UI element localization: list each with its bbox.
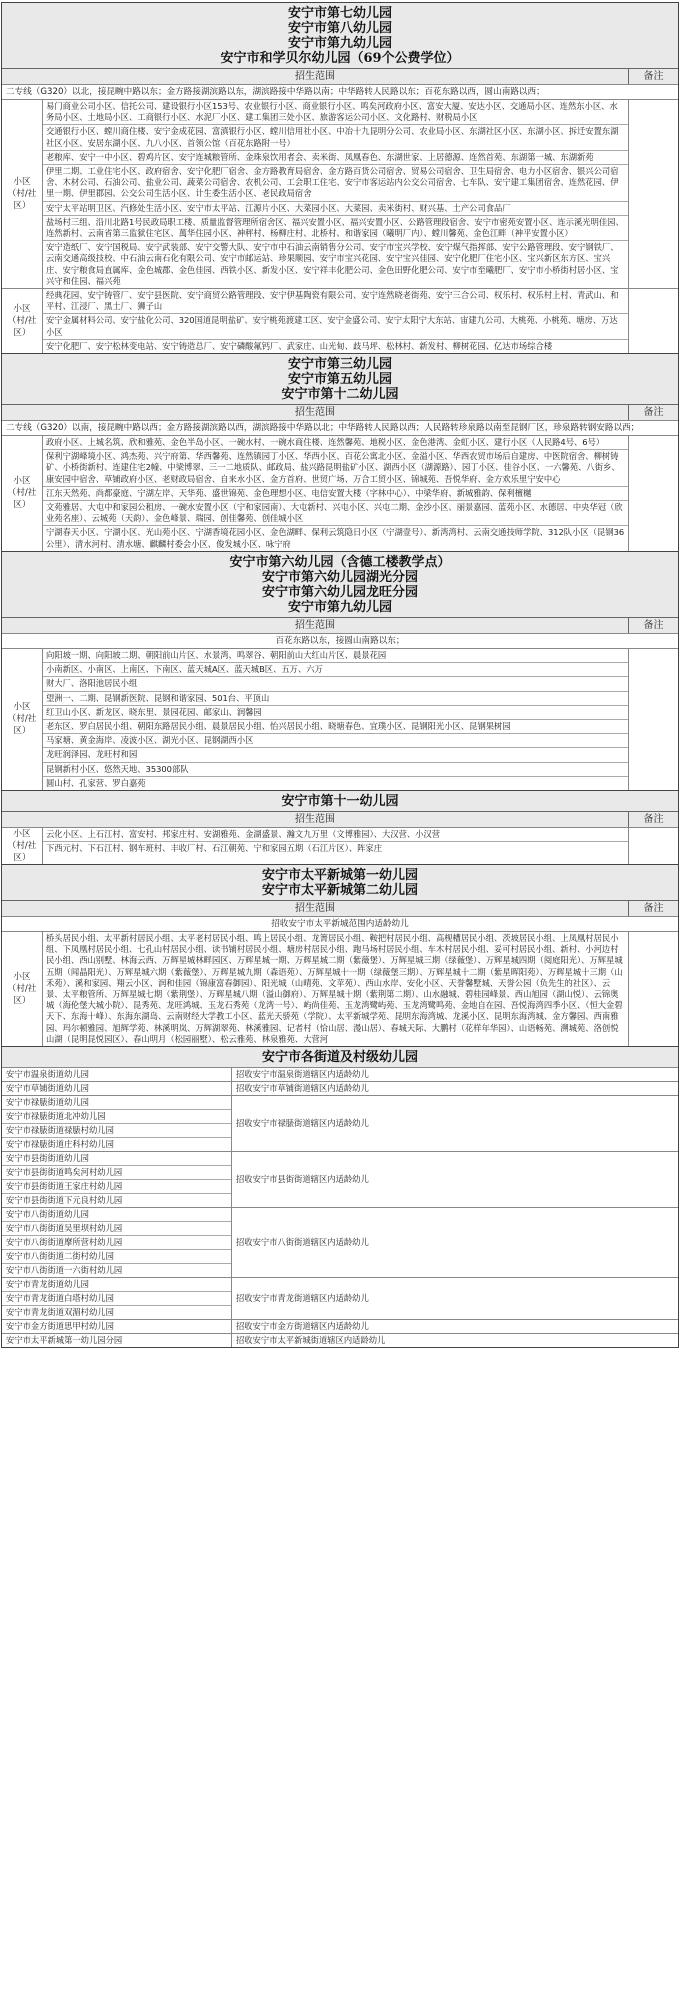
kindergarten-name: 安宁市太平新城第二幼儿园 (261, 882, 418, 898)
community-list: 财大厂、洛阳池居民小组 (43, 676, 628, 690)
kindergarten-name: 安宁市第六幼儿园湖光分园 (261, 569, 418, 585)
community-label: 小区（村/社区） (2, 828, 43, 864)
kindergarten-names (2, 791, 678, 811)
kindergarten-names (2, 354, 678, 404)
admission-scope: 招收安宁市八街街道辖区内适龄幼儿 (236, 1237, 369, 1248)
boundary-description: 二专线（G320）以北，接昆畹中路以东；金方路接湖滨路以东，湖滨路接中华路以南；中华路转人民路以东；百花东路以西，圆山南路以西； (2, 84, 678, 99)
community-label: 小区（村/社区） (2, 436, 43, 551)
community-list: 下西元村、下石江村、钢车班村、丰收厂村、石江朝苑、宁和家园五期（石江片区）、阵家庄 (43, 841, 628, 855)
admission-scope: 招收安宁市禄脿街道辖区内适龄幼儿 (236, 1118, 369, 1129)
header-admission-range: 招生范围 (295, 407, 335, 419)
kindergarten-name: 安宁市八街街道幼儿园 (6, 1208, 89, 1219)
kindergarten-name: 安宁市禄脿街道庄科村幼儿园 (2, 1137, 231, 1151)
header-note: 备注 (628, 812, 678, 827)
community-list: 易门商业公司小区、信托公司、建设银行小区153号、农业银行小区、商业银行小区、鸣矣河政府小区、富安大厦、安达小区、交通局小区、连然东小区、水务局小区、土地局小区、工商银行小区、水泥厂小区、建工集团三处小区、旅游客运公司小区、文化路村、财税局小区 (46, 101, 618, 123)
community-list: 伊里二期、工业住宅小区、政府宿舍、安宁化肥厂宿舍、金方路教育局宿舍、金方路百货公司宿舍、贸易公司宿舍、卫生局宿舍、电力小区宿舍、银兴公司宿舍、木材公司、石油公司、盐业公司、蔬菜公司宿舍、农机公司、工会职工住宅、安宁市客运站内公交公司宿舍、七车队、安宁建工集团宿舍、连然花园、伊里一期、伊里郡园、公交公司生活小区、计生委生活小区、老民政局宿舍 (43, 164, 628, 201)
kindergarten-name: 安宁市第五幼儿园 (287, 372, 392, 388)
kindergarten-name: 安宁市和学贝尔幼儿园（69个公费学位） (220, 51, 460, 66)
kindergarten-name: 安宁市青龙街道幼儿园 (6, 1278, 89, 1289)
kindergarten-name: 安宁市太平新城第一幼儿园分园 (6, 1334, 123, 1345)
table-header (2, 617, 678, 633)
community-list: 桥头居民小组、太平新村居民小组、太平老村居民小组、鸣上居民小组、龙箐居民小组、鞍把村居民小组、高枧槽居民小组、茨坡居民小组、上凤凰村居民小组、下凤凰村居民小组、七孔山村居民小组、读书铺村居民小组、塘房村居民小组、跑马场村居民小组、车木村居民小组、妥可村居民小组、新村、小河边村民小组、西山别墅、林海云西、万辉星城林畔园区、万辉星城一期、万辉星城二期（紫薇堡）、万辉星城三期（绿薇堡）、万辉星城四期（阅庭阳光）、万辉星城五期（闻晶阳光）、万辉星城六期（紫薇堡）、万辉星城九期（森语苑）、万辉星城十一期（绿薇堡三期）、万辉星城十二期（紫星晖阳苑）、万辉星城十三期（山禾苑）、溪和家园、翔云小区、润和佳园（锦康富春御园）、阳光城（山晴苑、文苹苑）、西山水岸、安化小区、天誉馨墅城、天誉公园（负先生的社区）、云景、太平粮管所、万辉星城七期（紫荆堡）、万辉星城八期（溢山御府）、万辉星城十期（紫荆第二期）、山水融城、碧桂园峰景、西山旭园（湖山悦）、云锦奥城（海伦堡大城小院）、昆秀苑、龙旺鸿城、玉龙石秀苑（龙湾一号）、屿尚佳苑、玉龙湾鹭屿苑、玉龙湾鹭鸣苑、金地自在园、吾悦海湾四季小区、（恒大金碧天下、东海十峰）、东海东湖岛、云南财经大学教工小区、蓝光天骄苑（学院）、太平新城学苑、昆明东海湾城、龙溪小区、昆明东海湾城、金方馨园、西南雅园、玛尔顿雅园、旭辉学苑、林溪明岚、万辉湖翠苑、林溪雅园、记者村（恰山居、漫山居）、春城天际、大鹏村（花样年华园）、山语畅苑、溯城苑、洛创悦山湖（昆明昆悦园区）、春山明月（松园丽墅）、松云雅苑、林泉雅苑、大营河 (46, 932, 623, 1044)
street-row (2, 1319, 678, 1333)
header-note: 备注 (628, 69, 678, 84)
kindergarten-name: 安宁市第十一幼儿园 (281, 793, 399, 809)
kindergarten-name: 安宁市草铺街道幼儿园 (6, 1082, 89, 1093)
community-label: 小区（村/社区） (2, 100, 43, 288)
community-block (2, 435, 678, 551)
street-row (2, 1333, 678, 1347)
community-list: 经典花园、安宁铸管厂、安宁县医院、安宁商贸公路管理段、安宁伊基陶瓷有限公司、安宁连然晓老街苑、安宁三合公司、权乐村、权乐村上村、青武山、和平村、江浸厂、黑土厂、狮子山 (46, 290, 619, 312)
kindergarten-name: 安宁市禄脿街道北冲幼儿园 (2, 1109, 231, 1123)
kindergarten-group-1 (2, 2, 678, 353)
admission-scope: 招收安宁市草铺街道辖区内适龄幼儿 (236, 1083, 369, 1094)
kindergarten-name: 安宁市太平新城第一幼儿园 (261, 867, 418, 883)
header-admission-range: 招生范围 (295, 902, 335, 914)
kindergarten-name: 安宁市第八幼儿园 (287, 21, 392, 36)
kindergarten-name: 安宁市第九幼儿园 (287, 599, 392, 615)
kindergarten-name: 安宁市八街街道一六街村幼儿园 (2, 1263, 231, 1277)
community-label: 小区（村/社区） (2, 649, 43, 790)
kindergarten-name: 安宁市第九幼儿园 (287, 36, 392, 51)
kindergarten-name: 安宁市青龙街道白塔村幼儿园 (2, 1291, 231, 1305)
header-note: 备注 (628, 901, 678, 916)
kindergarten-name: 安宁市第七幼儿园 (287, 6, 392, 21)
admission-scope: 招收安宁市温泉街道辖区内适龄幼儿 (236, 1069, 369, 1080)
street-row (2, 1095, 678, 1151)
community-block (2, 931, 678, 1046)
community-list: 盐场村三组、沿川北路1号民政局职工楼、质量监督管理所宿舍区、福兴安置小区、福兴安置小区、公路管理段宿舍、安宁市密苑安置小区、连示溪光明佳园、连然新村、云南省第三监狱住宅区、萬华住园小区、神秤村、杨柳庄村、北桥村、和谐家园（曦明厂内）、螳川馨苑、金色江畔（神平安置小区） (43, 215, 628, 240)
community-list: 文苑雅居、大屯中和家园公租房、一碗水安置小区（宁和家园南）、大屯新村、兴屯小区、兴屯二期、金沙小区、丽景嘉园、蓝苑小区、水德居、中央华冠（欣业苑名座）、云城苑（天韵）、金色峰景、瑞园、创佳馨苑、创佳城小区 (43, 500, 628, 525)
admission-scope: 招收安宁市金方街道辖区内适龄幼儿 (236, 1321, 369, 1332)
note-cell (628, 289, 678, 353)
kindergarten-name: 安宁市禄脿街道幼儿园 (6, 1096, 89, 1107)
header-admission-range: 招生范围 (295, 813, 335, 825)
note-cell (628, 649, 678, 790)
kindergarten-names (2, 865, 678, 900)
community-list: 小南新区、小南区、上南区、下南区、蓝天城A区、蓝天城B区、五万、六万 (43, 662, 628, 676)
admission-scope: 招收安宁市县街街道辖区内适龄幼儿 (236, 1174, 369, 1185)
street-row (2, 1067, 678, 1081)
kindergarten-name: 安宁市八街街道二街村幼儿园 (2, 1249, 231, 1263)
community-list: 向阳坡一期、向阳坡二期、朝阳前山片区、水景湾、鸣翠谷、朝阳前山大红山片区、晨景花园 (46, 649, 387, 660)
table-header (2, 68, 678, 84)
note-cell (628, 436, 678, 551)
community-list: 老东区、罗白居民小组、朝阳东路居民小组、晨景居民小组、怡兴居民小组、晓塘春色、宜璞小区、昆钢阳光小区、昆钢果树园 (43, 719, 628, 733)
community-list: 安宁造纸厂、安宁国税局、安宁武装部、安宁交警大队、安宁市中石油云南销售分公司、安宁市宝兴学校、安宁煤气指挥部、安宁公路管理段、安宁钢铁厂、云南交通高级技校、中石油云南石化有限公司、安宁市邮运站、珍果顺园、安宁市宝兴花园、安宁宝兴佳园、安宁化肥厂住宅小区、宝兴新区东方区、宝兴庄、安宁粮食局直属库、金色城郡、金色佳园、西铁小区、新发小区、安宁祥丰化肥公司、金色田野化肥公司、安宁市至曦肥厂、安宁市小桥街村居小区、宝兴守和住园、福兴苑 (43, 240, 628, 288)
boundary-description: 二专线（G320）以南，接昆畹中路以西；金方路接湖滨路以西，湖滨路接中华路以北；中华路转人民路以西；人民路转珍泉路以南至昆钢厂区，珍泉路转钢安路以西； (2, 420, 678, 435)
kindergarten-name: 安宁市县街街道鸣矣河村幼儿园 (2, 1165, 231, 1179)
table-header (2, 811, 678, 827)
street-row (2, 1207, 678, 1277)
community-list: 龙旺润泽园、龙旺村和园 (43, 747, 628, 761)
kindergarten-group-4 (2, 790, 678, 864)
community-list: 老粮库、安宁一中小区、碧鸡片区、安宁连城粮管所、金珠泉饮用者会、卖米街、凤凰春色、东湖世家、上居德源、连然首苑、东湖第一城、东湖新苑 (43, 150, 628, 164)
community-list: 望洲一、二期、昆钢新医院、昆钢和谐家园、501台、平顶山 (43, 691, 628, 705)
street-row (2, 1081, 678, 1095)
community-block (2, 827, 678, 864)
kindergarten-name: 安宁市第六幼儿园龙旺分园 (261, 584, 418, 600)
table-header (2, 900, 678, 916)
community-list: 马家塘、黄金海岸、凌波小区、湖光小区、昆钢湖西小区 (43, 733, 628, 747)
community-block (2, 288, 678, 353)
community-list: 政府小区、上城名筑、欣和雅苑、金色半岛小区、一碗水村、一碗水商住楼、连然馨苑、地税小区、金色港湾、金虹小区、建行小区（人民路4号、6号） (46, 437, 605, 448)
community-list: 交通银行小区、螳川商住楼、安宁金成花园、富滇银行小区、螳川信用社小区、中冶十九昆明分公司、农业局小区、东湖社区小区、东湖小区、拆迁安置东湖社区小区、安居东湖小区、九八小区、首领公馆（百花东路附一号） (43, 124, 628, 149)
kindergarten-name: 安宁市第十二幼儿园 (281, 387, 399, 403)
community-list: 圆山村、孔家营、罗白嘉苑 (43, 776, 628, 790)
kindergarten-name: 安宁市第六幼儿园（含德工楼教学点） (229, 554, 451, 570)
community-list: 宁湖春天小区、宁湖小区、光山苑小区、宁湖香境花园小区、金色湖畔、保利云筑隐日小区（宁湖壹号）、新湾湾村、云南交通技师学院、312队小区（昆钢36公里）、清水河村、清水塘、麒麟村委会小区、俊发城小区、咏宁府 (43, 525, 628, 550)
boundary-description: 招收安宁市太平新城范围内适龄幼儿 (2, 916, 678, 931)
section-title (2, 1047, 678, 1067)
kindergarten-names (2, 3, 678, 68)
kindergarten-name: 安宁市金方街道思甲村幼儿园 (6, 1320, 114, 1331)
community-list: 红卫山小区、新龙区、晓东里、景园花园、邮家山、润馨园 (43, 705, 628, 719)
kindergarten-name: 安宁市青龙街道双湄村幼儿园 (2, 1305, 231, 1319)
kindergarten-name: 安宁市八街街道摩所营村幼儿园 (2, 1235, 231, 1249)
community-list: 安宁化肥厂、安宁松林变电站、安宁铸造总厂、安宁磷酸氟钙厂、武家庄、山光甸、歧马坪、松林村、新发村、柳树花园、亿达市场综合楼 (43, 339, 628, 353)
kindergarten-name: 安宁市温泉街道幼儿园 (6, 1068, 89, 1079)
community-list: 江东天然苑、尚都豪庭、宁湖左岸、天华苑、盛世锦苑、金色理想小区、电信安置大楼（字林中心）、中梁华府、新城雅韵、保利檀樾 (43, 486, 628, 500)
kindergarten-name: 安宁市第三幼儿园 (287, 357, 392, 373)
community-list: 云化小区、上石江村、富安村、邦家庄村、安湖雅苑、金湖盛景、瀚文九万里（文博雅园）、大汉营、小汉营 (46, 828, 441, 839)
section-title-text: 安宁市各街道及村级幼儿园 (261, 1049, 418, 1065)
street-row (2, 1277, 678, 1319)
community-list: 保利宁湖峰境小区、鸿杰苑、兴宁府第、华西馨苑、连然镇园丁小区、华西小区、百花公寓北小区、金溢小区、华西农贸市场后自建房、中医院宿舍、柳树铸矿、小桥街新村、连建住宅2幢、中梁博翠、三一二地质队、邮政局、盐兴路昆明盐矿小区、湖西小区（湖源路）、园丁小区、佳谷小区、一六馨苑、八街乡、康安园中宿舍、草铺政府小区、老财政局宿舍、自来水小区、金方首府、世贸广场、万合工贸小区、锦城苑、吾悦华府、金方欢乐里宁安中心 (43, 449, 628, 486)
community-list: 安宁太平站明卫区、汽修处生活小区、安宁市太平站、江源片小区、大菜园小区、大菜园、卖米街村、财兴基、土产公司食品厂 (43, 201, 628, 215)
kindergarten-name: 安宁市县街街道王家庄村幼儿园 (2, 1179, 231, 1193)
note-cell (628, 932, 678, 1046)
community-block (2, 99, 678, 288)
admission-scope: 招收安宁市太平新城街道辖区内适龄幼儿 (236, 1335, 386, 1346)
header-admission-range: 招生范围 (295, 71, 335, 82)
boundary-description: 百花东路以东，接圆山南路以东； (2, 633, 678, 648)
header-note: 备注 (628, 405, 678, 420)
header-admission-range: 招生范围 (295, 619, 335, 631)
community-list: 安宁金属材料公司、安宁盐化公司、320国道昆明盐矿、安宁桃苑渡建工区、安宁金盛公司、安宁太阳宁大东站、宙建九公司、大桃苑、小桃苑、塘房、万达小区 (43, 313, 628, 338)
admission-scope: 招收安宁市青龙街道辖区内适龄幼儿 (236, 1293, 369, 1304)
kindergarten-name: 安宁市禄脿街道禄脿村幼儿园 (2, 1123, 231, 1137)
kindergarten-name: 安宁市县街街道幼儿园 (6, 1152, 89, 1163)
kindergarten-name: 安宁市县街街道下元良村幼儿园 (2, 1193, 231, 1207)
street-kindergartens (2, 1046, 678, 1347)
community-list: 昆钢新村小区、悠然天地、35300部队 (43, 762, 628, 776)
table-header (2, 404, 678, 420)
kindergarten-group-3 (2, 551, 678, 790)
kindergarten-names (2, 552, 678, 617)
admission-document (1, 2, 679, 1348)
community-label: 小区（村/社区） (2, 932, 43, 1046)
header-note: 备注 (628, 618, 678, 633)
kindergarten-group-2 (2, 353, 678, 551)
kindergarten-name: 安宁市八街街道吴里坝村幼儿园 (2, 1221, 231, 1235)
street-row (2, 1151, 678, 1207)
community-label: 小区（村/社区） (2, 289, 43, 353)
community-block (2, 648, 678, 790)
note-cell (628, 828, 678, 864)
kindergarten-group-5 (2, 864, 678, 1046)
note-cell (628, 100, 678, 288)
